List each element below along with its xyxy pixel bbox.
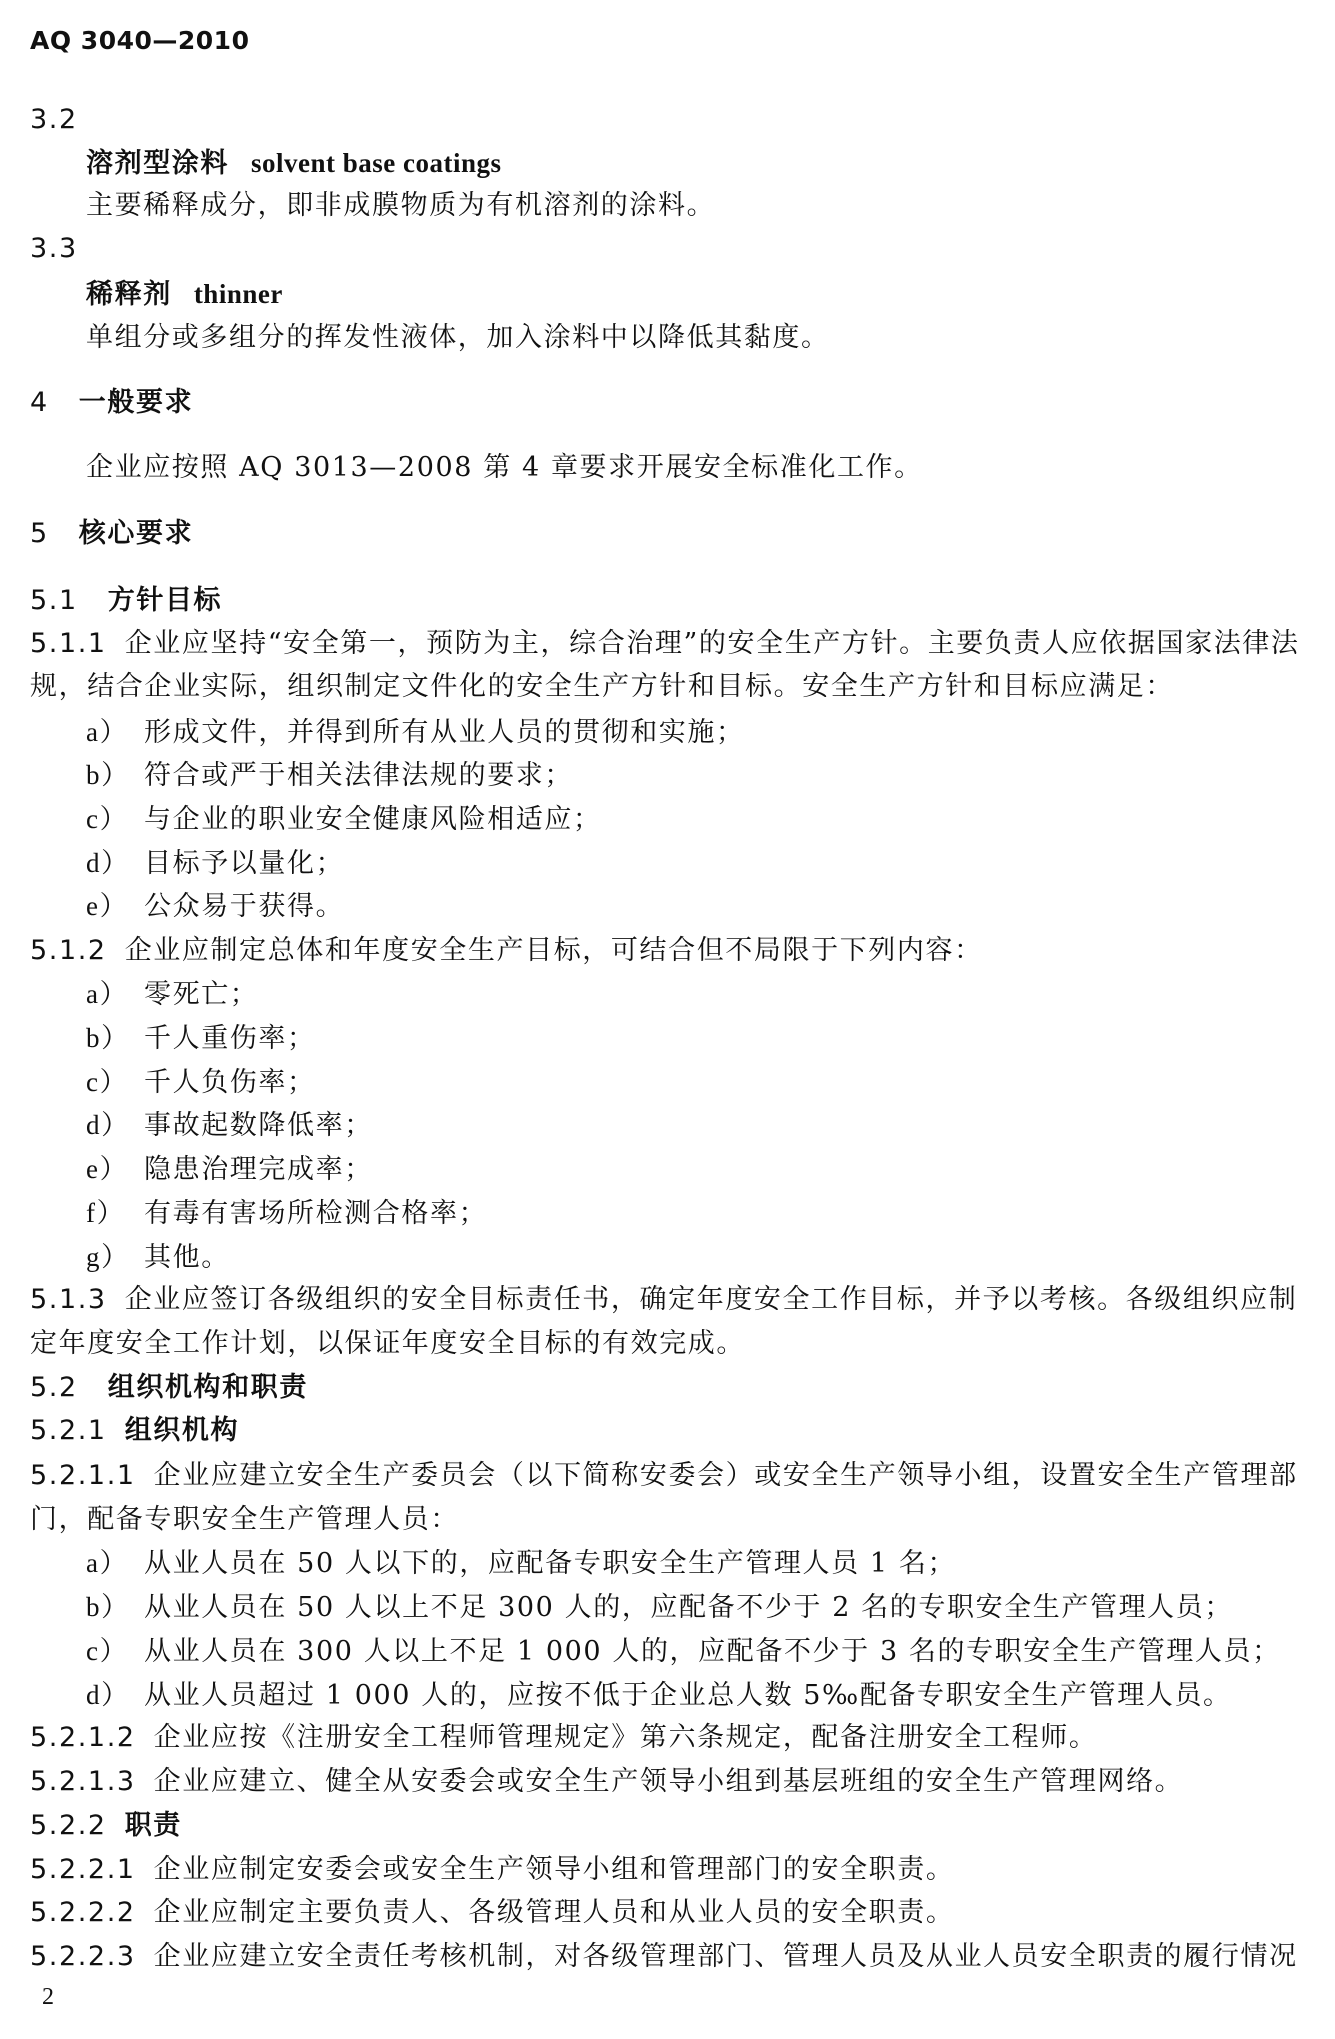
clause-5-1-3-line-2: 定年度安全工作计划，以保证年度安全目标的有效完成。 [30, 1328, 745, 1359]
heading-5-2-1: 5.2.1 组织机构 [30, 1415, 240, 1446]
heading-5: 5 核心要求 [30, 518, 194, 549]
list-item: e） 公众易于获得。 [86, 891, 345, 922]
heading-5-2-2: 5.2.2 职责 [30, 1810, 182, 1841]
clause-5-2-2-3: 5.2.2.3 企业应建立安全责任考核机制，对各级管理部门、管理人员及从业人员安全职责的履行情况 [30, 1941, 1298, 1972]
clause-number-3-2: 3.2 [30, 104, 78, 135]
clause-5-2-1-1-line-2: 门，配备专职安全生产管理人员： [30, 1504, 459, 1535]
clause-5-2-2-1: 5.2.2.1 企业应制定安委会或安全生产领导小组和管理部门的安全职责。 [30, 1854, 955, 1885]
clause-5-2-1-2: 5.2.1.2 企业应按《注册安全工程师管理规定》第六条规定，配备注册安全工程师。 [30, 1722, 1098, 1753]
list-item: a） 零死亡； [86, 979, 259, 1010]
list-item: d） 目标予以量化； [86, 848, 345, 879]
clause-5-1-1-line-2: 规，结合企业实际，组织制定文件化的安全生产方针和目标。安全生产方针和目标应满足： [30, 671, 1174, 702]
list-item: g） 其他。 [86, 1242, 230, 1273]
list-item: c） 与企业的职业安全健康风险相适应； [86, 804, 602, 835]
list-item: f） 有毒有害场所检测合格率； [86, 1198, 488, 1229]
clause-5-1-3-line-1: 5.1.3 企业应签订各级组织的安全目标责任书，确定年度安全工作目标，并予以考核。各级组织应制 [30, 1284, 1298, 1315]
page-number: 2 [42, 1984, 54, 2010]
clause-5-1-1-line-1: 5.1.1 企业应坚持“安全第一，预防为主，综合治理”的安全生产方针。主要负责人应依据国家法律法 [30, 628, 1300, 659]
heading-4: 4 一般要求 [30, 387, 194, 418]
definition-3-2: 主要稀释成分，即非成膜物质为有机溶剂的涂料。 [86, 190, 716, 221]
heading-5-1: 5.1 方针目标 [30, 585, 223, 616]
document-code-header: AQ 3040—2010 [30, 26, 250, 55]
list-item: d） 事故起数降低率； [86, 1110, 373, 1141]
list-item: a） 从业人员在 50 人以下的，应配备专职安全生产管理人员 1 名； [86, 1548, 957, 1579]
clause-5-2-1-1-line-1: 5.2.1.1 企业应建立安全生产委员会（以下简称安委会）或安全生产领导小组，设置安全生产管理部 [30, 1460, 1298, 1491]
list-item: a） 形成文件，并得到所有从业人员的贯彻和实施； [86, 717, 745, 748]
list-item: b） 千人重伤率； [86, 1023, 316, 1054]
heading-5-2: 5.2 组织机构和职责 [30, 1372, 308, 1403]
term-3-3: 稀释剂 thinner [86, 279, 283, 310]
list-item: b） 符合或严于相关法律法规的要求； [86, 760, 573, 791]
list-item: c） 从业人员在 300 人以上不足 1 000 人的，应配备不少于 3 名的专职安全生产管理人员； [86, 1636, 1281, 1667]
list-item: e） 隐患治理完成率； [86, 1154, 373, 1185]
list-item: d） 从业人员超过 1 000 人的，应按不低于企业总人数 5‰配备专职安全生产管理人员。 [86, 1680, 1232, 1711]
paragraph-4: 企业应按照 AQ 3013—2008 第 4 章要求开展安全标准化工作。 [86, 452, 923, 483]
definition-3-3: 单组分或多组分的挥发性液体，加入涂料中以降低其黏度。 [86, 322, 830, 353]
clause-number-3-3: 3.3 [30, 233, 78, 264]
clause-5-1-2-line-1: 5.1.2 企业应制定总体和年度安全生产目标，可结合但不局限于下列内容： [30, 935, 983, 966]
clause-5-2-1-3: 5.2.1.3 企业应建立、健全从安委会或安全生产领导小组到基层班组的安全生产管理网络。 [30, 1766, 1184, 1797]
list-item: b） 从业人员在 50 人以上不足 300 人的，应配备不少于 2 名的专职安全生产管理人员； [86, 1592, 1233, 1623]
term-3-2: 溶剂型涂料 solvent base coatings [86, 148, 502, 179]
list-item: c） 千人负伤率； [86, 1067, 316, 1098]
clause-5-2-2-2: 5.2.2.2 企业应制定主要负责人、各级管理人员和从业人员的安全职责。 [30, 1897, 955, 1928]
